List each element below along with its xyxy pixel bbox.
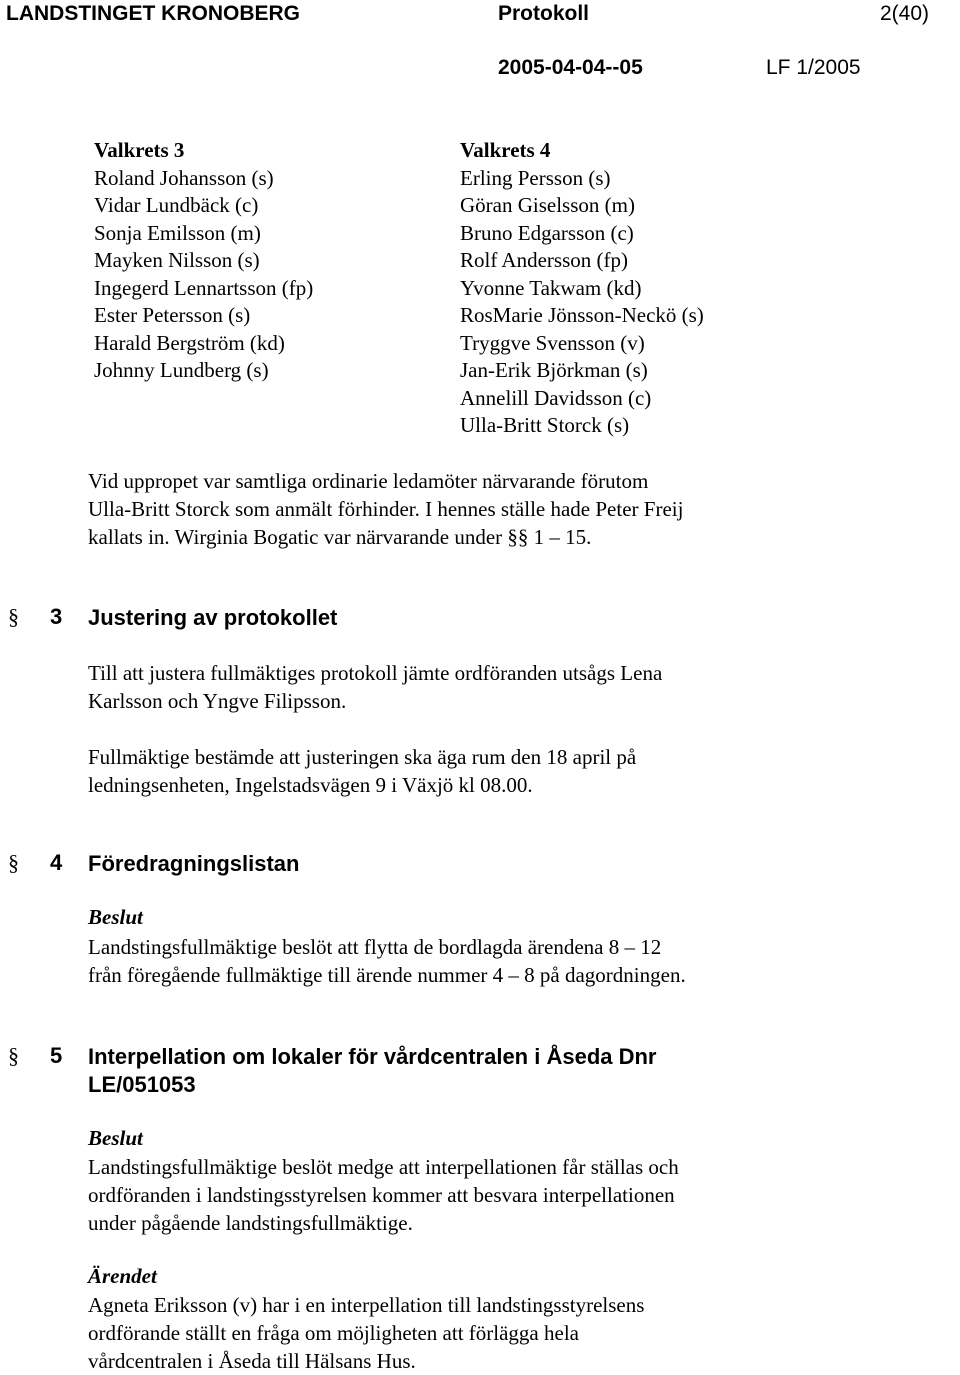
member: Roland Johansson (s) — [94, 165, 274, 190]
section-symbols: §§ — [507, 525, 529, 549]
meeting-date: 2005-04-04--05 — [498, 56, 643, 79]
member: Yvonne Takwam (kd) — [460, 275, 642, 300]
section-5-title-cont: LE/051053 — [88, 1072, 196, 1097]
section-5-symbol: § — [8, 1043, 19, 1068]
valkrets-4-title: Valkrets 4 — [460, 138, 551, 162]
attendance-note: Vid uppropet var samtliga ordinarie ledamöter närvarande förutom Ulla-Britt Storck som anmält förhinder. I hennes ställe hade Peter Freij kallats in. Wirginia Bogatic var närvarande under §§ 1 – 15. — [88, 469, 684, 549]
member: RosMarie Jönsson-Neckö (s) — [460, 303, 704, 327]
section-3-symbol: § — [8, 604, 19, 629]
section-5-paragraph-2: Agneta Eriksson (v) har i en interpellation till landstingsstyrelsens ordförande ställt en fråga om möjligheten att förlägga hela vårdcentralen i Åseda till Hälsans Hus. — [88, 1293, 645, 1373]
member: Vidar Lundbäck (c) — [94, 193, 259, 217]
member: Ingegerd Lennartsson (fp) — [94, 275, 314, 300]
valkrets-3-list — [94, 137, 313, 385]
section-3-paragraph: Fullmäktige bestämde att justeringen ska äga rum den 18 april på ledningsenheten, Ingelstadsvägen 9 i Växjö kl 08.00. — [88, 745, 637, 797]
section-4-title: Föredragningslistan — [88, 851, 300, 876]
member: Erling Persson (s) — [460, 165, 611, 190]
section-4-paragraph: Landstingsfullmäktige beslöt att flytta de bordlagda ärendena 8 – 12 från föregående fullmäktige till ärende nummer 4 – 8 på dagordningen. — [88, 935, 686, 987]
section-3-number: 3 — [50, 604, 63, 629]
member: Annelill Davidsson (c) — [460, 385, 652, 410]
section-5-title: Interpellation om lokaler för vårdcentralen i Åseda Dnr — [88, 1044, 657, 1069]
org-name: LANDSTINGET KRONOBERG — [6, 2, 300, 25]
member: Tryggve Svensson (v) — [460, 330, 645, 355]
member: Ulla-Britt Storck (s) — [460, 413, 630, 437]
section-5-label-2: Ärendet — [88, 1264, 157, 1288]
member: Göran Giselsson (m) — [460, 193, 635, 217]
member: Mayken Nilsson (s) — [94, 248, 260, 272]
member: Harald Bergström (kd) — [94, 330, 285, 355]
section-3-paragraph: Till att justera fullmäktiges protokoll jämte ordföranden utsågs Lena Karlsson och Yngve Filipsson. — [88, 661, 663, 713]
section-4-label: Beslut — [88, 905, 143, 929]
doc-type: Protokoll — [498, 2, 590, 25]
valkrets-4-list — [460, 137, 704, 440]
member: Sonja Emilsson (m) — [94, 220, 261, 245]
section-3-title: Justering av protokollet — [88, 605, 338, 630]
section-5-label: Beslut — [88, 1126, 143, 1150]
member: Johnny Lundberg (s) — [94, 358, 269, 382]
member: Jan-Erik Björkman (s) — [460, 358, 648, 382]
section-4-number: 4 — [50, 850, 63, 875]
valkrets-3-title: Valkrets 3 — [94, 138, 185, 162]
member: Rolf Andersson (fp) — [460, 248, 628, 272]
doc-reference: LF 1/2005 — [766, 56, 861, 79]
section-5-number: 5 — [50, 1043, 63, 1068]
page-number: 2(40) — [880, 2, 930, 25]
member: Ester Petersson (s) — [94, 303, 251, 327]
member: Bruno Edgarsson (c) — [460, 220, 634, 245]
section-4-symbol: § — [8, 850, 19, 875]
section-5-paragraph: Landstingsfullmäktige beslöt medge att interpellationen får ställas och ordföranden i landstingsstyrelsen kommer att besvara interpellationen under pågående landstingsfullmäktige. — [88, 1155, 679, 1235]
